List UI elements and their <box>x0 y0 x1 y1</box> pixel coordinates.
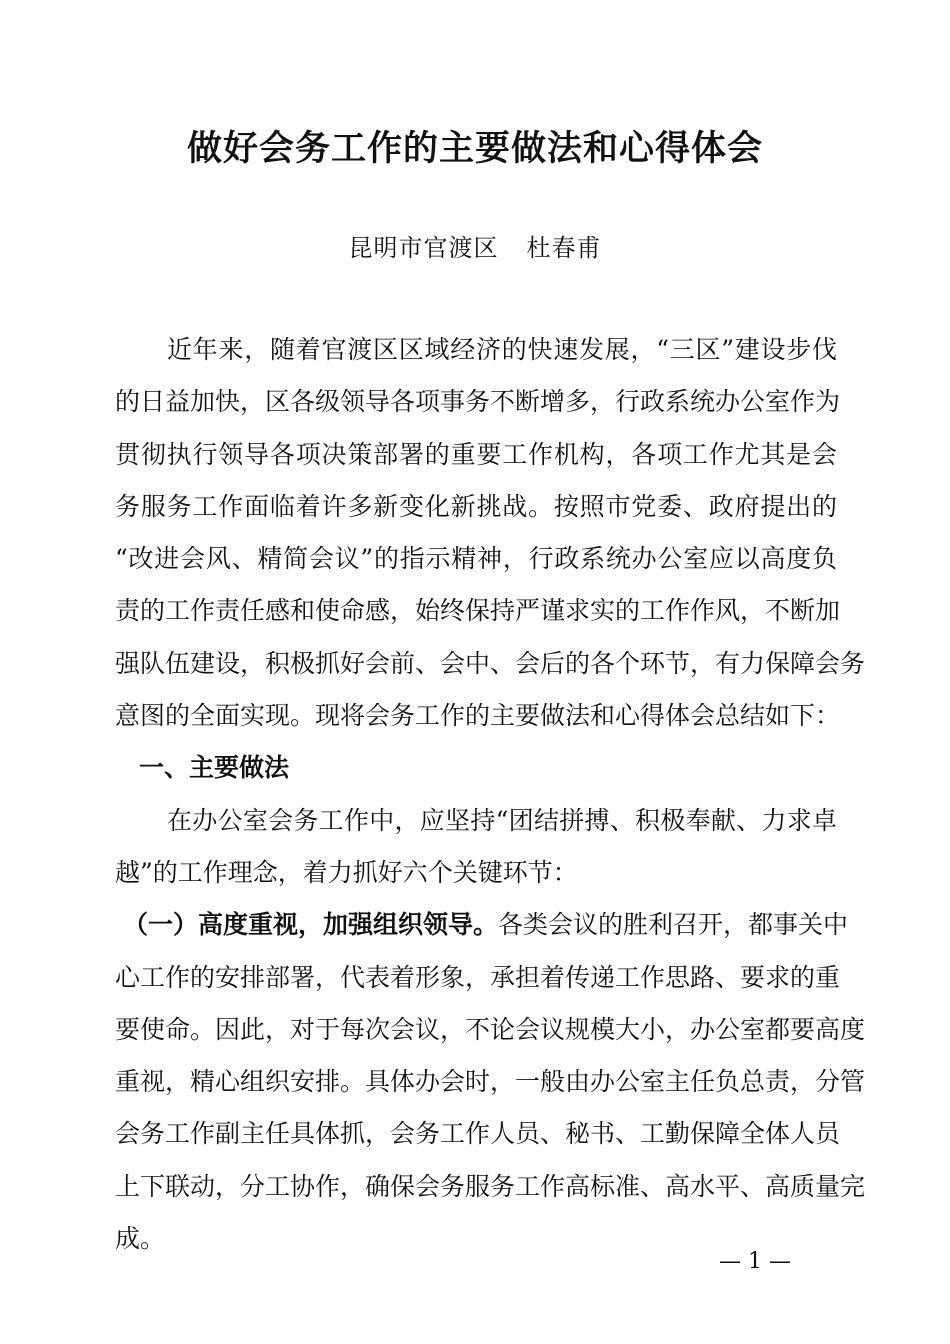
paragraph-line: 的日益加快，区各级领导各项事务不断增多，行政系统办公室作为 <box>115 387 841 417</box>
subsection-heading: （一）高度重视，加强组织领导。 <box>123 910 499 940</box>
paragraph-line: 会务工作副主任具体抓，会务工作人员、秘书、工勤保障全体人员 <box>115 1119 841 1149</box>
paragraph-line: 越”的工作理念，着力抓好六个关键环节： <box>115 857 578 887</box>
author-line <box>0 230 950 266</box>
author-name: 杜春甫 <box>526 234 602 262</box>
paragraph-line: 强队伍建设，积极抓好会前、会中、会后的各个环节，有力保障会务 <box>115 648 866 678</box>
page-title: 做好会务工作的主要做法和心得体会 <box>186 128 763 169</box>
paragraph-line: 成。 <box>115 1224 166 1254</box>
subsection-line <box>115 899 849 951</box>
paragraph-line: 贯彻执行领导各项决策部署的重要工作机构，各项工作尤其是会 <box>115 439 837 469</box>
paragraph-line: 上下联动，分工协作，确保会务服务工作高标准、高水平、高质量完 <box>115 1171 866 1201</box>
author-place: 昆明市官渡区 <box>348 234 499 262</box>
section-heading: 一、主要做法 <box>139 753 290 783</box>
subsection-text: 各类会议的胜利召开，都事关中 <box>498 910 849 940</box>
paragraph-line: 务服务工作面临着许多新变化新挑战。按照市党委、政府提出的 <box>115 491 837 521</box>
paragraph-line: 在办公室会务工作中，应坚持“团结拼搏、积极奉献、力求卓 <box>167 805 837 835</box>
paragraph-line: 心工作的安排部署，代表着形象，承担着传递工作思路、要求的重 <box>115 962 841 992</box>
paragraph-line: 责的工作责任感和使命感，始终保持严谨求实的工作作风，不断加 <box>115 596 841 626</box>
document-body <box>115 324 866 1265</box>
paragraph-line: 要使命。因此，对于每次会议，不论会议规模大小，办公室都要高度 <box>115 1014 866 1044</box>
paragraph-line: 意图的全面实现。现将会务工作的主要做法和心得体会总结如下： <box>115 701 841 731</box>
paragraph-line: 近年来，随着官渡区区域经济的快速发展，“三区”建设步伐 <box>167 335 837 364</box>
paragraph-line: “改进会风、精简会议”的指示精神，行政系统办公室应以高度负 <box>115 544 837 574</box>
paragraph-line: 重视，精心组织安排。具体办会时，一般由办公室主任负总责，分管 <box>115 1067 866 1097</box>
page-number: — 1 — <box>719 1249 791 1274</box>
